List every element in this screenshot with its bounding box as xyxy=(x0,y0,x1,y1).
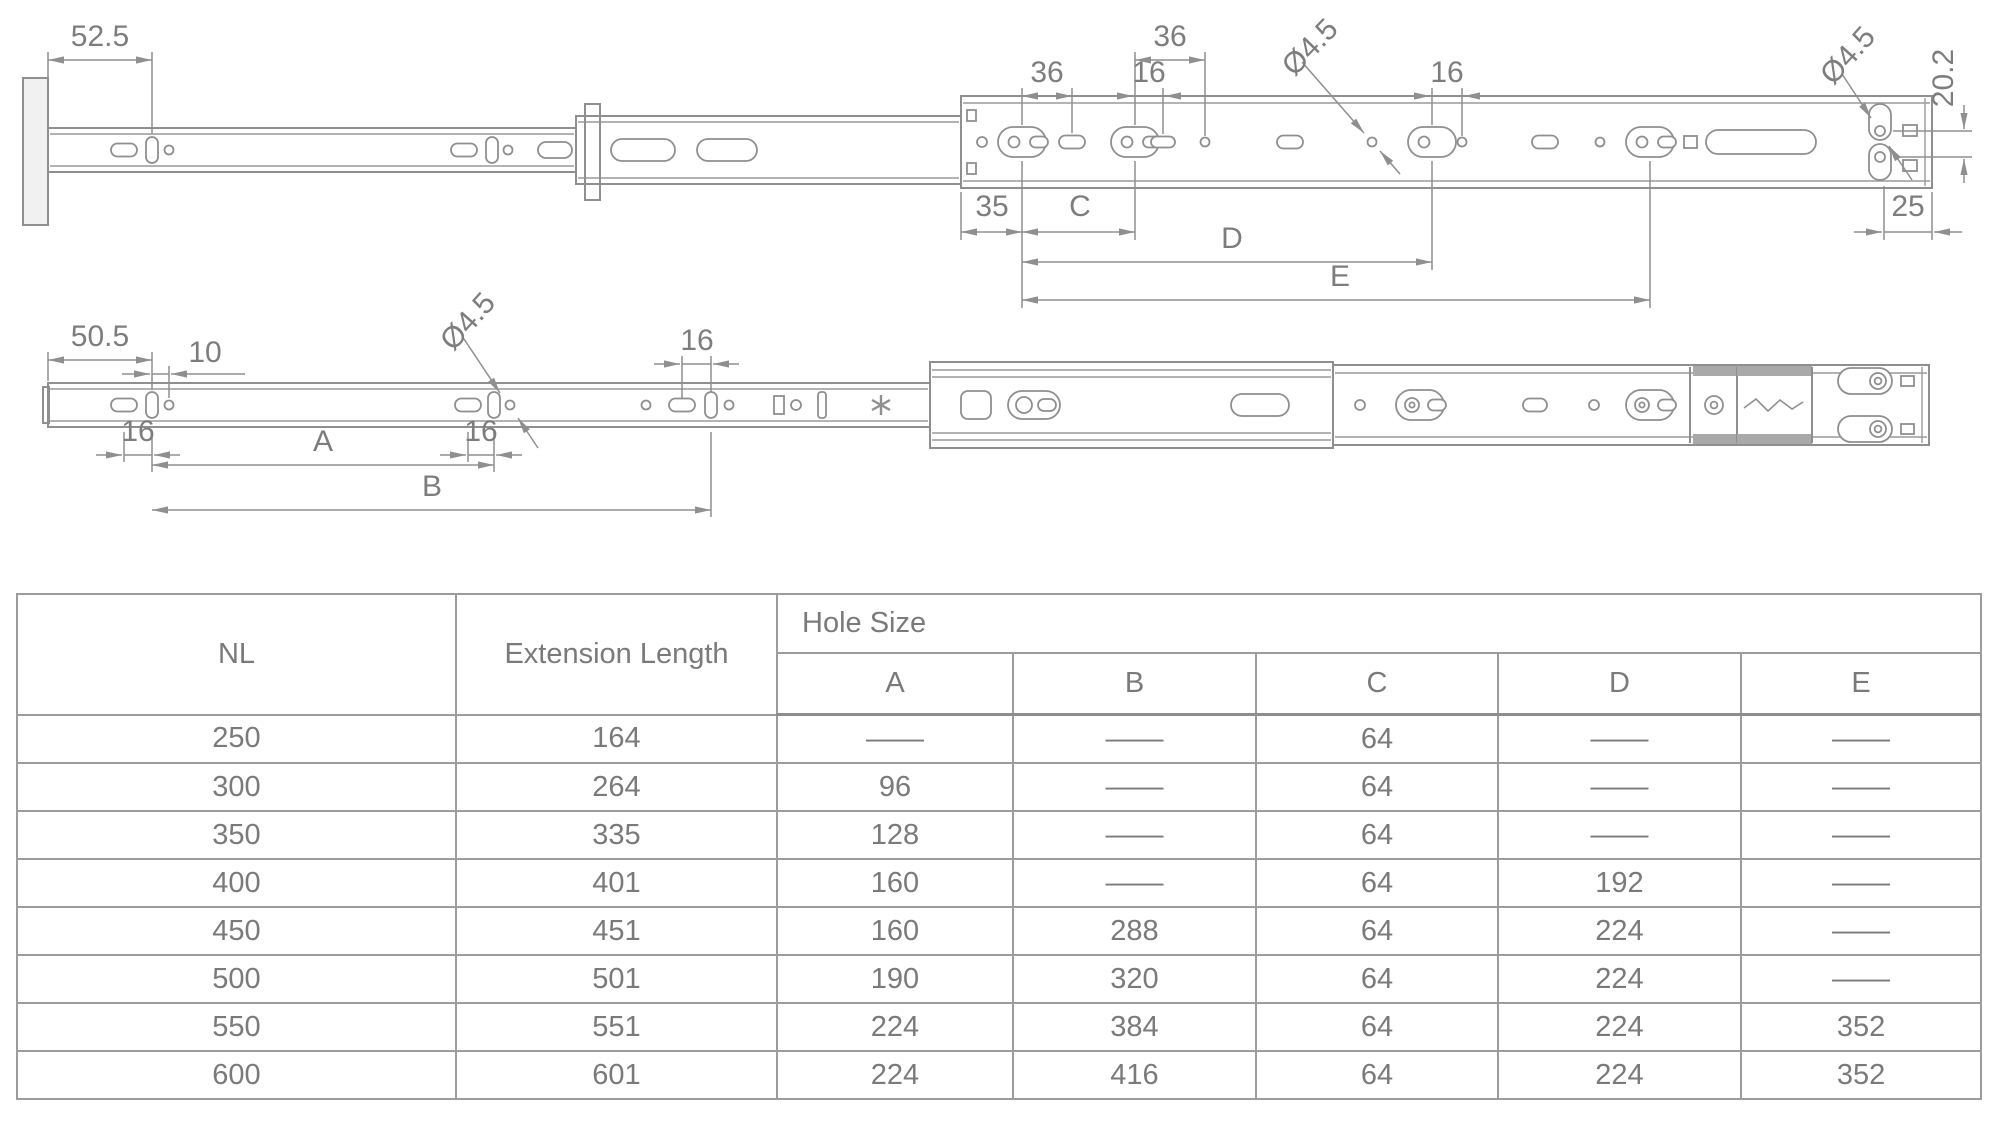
dim-20-2-label: 20.2 xyxy=(1927,48,1960,108)
dim-16-right-label: 16 xyxy=(464,415,498,448)
drawing-top-view xyxy=(23,13,1972,308)
cell-nl: 500 xyxy=(17,955,456,1003)
cell-b: 288 xyxy=(1013,907,1256,955)
cell-ext: 335 xyxy=(456,811,777,859)
cell-e: 352 xyxy=(1741,1051,1981,1099)
dim-16-right xyxy=(440,415,522,462)
cell-d: 224 xyxy=(1498,907,1741,955)
cell-b: 384 xyxy=(1013,1003,1256,1051)
cell-b: —— xyxy=(1013,763,1256,811)
hole-slot xyxy=(538,142,572,158)
hole-capsule xyxy=(1523,399,1547,412)
dim-16-mid xyxy=(654,324,739,398)
hole-circle xyxy=(165,146,174,155)
col-header-d: D xyxy=(1498,653,1741,715)
hole-vcapsule xyxy=(486,137,498,163)
u-slot xyxy=(1408,127,1467,157)
dim-d-label: D xyxy=(1221,222,1243,255)
dim-16-mid-label: 16 xyxy=(680,324,714,357)
dia-4-5-mid xyxy=(1276,13,1400,174)
hole-capsule xyxy=(451,144,477,157)
hole-square xyxy=(1684,136,1697,148)
hole-vcapsule xyxy=(146,137,158,163)
dim-50-5 xyxy=(48,320,152,390)
cell-ext: 164 xyxy=(456,715,777,764)
double-capsule-slot xyxy=(1008,391,1060,419)
hole-circle xyxy=(165,401,174,410)
col-header-b: B xyxy=(1013,653,1256,715)
cell-b: —— xyxy=(1013,715,1256,764)
hole-circle xyxy=(1589,400,1599,410)
cell-d: —— xyxy=(1498,811,1741,859)
cell-a: 224 xyxy=(777,1003,1013,1051)
intermediate-rail xyxy=(576,104,961,200)
hole-capsule xyxy=(1151,137,1175,148)
hole-circle xyxy=(791,400,801,410)
cell-a: 190 xyxy=(777,955,1013,1003)
cell-a: 160 xyxy=(777,859,1013,907)
dim-36-b-label: 36 xyxy=(1153,20,1187,53)
hole-capsule xyxy=(111,144,137,157)
col-header-a: A xyxy=(777,653,1013,715)
cell-d: 224 xyxy=(1498,955,1741,1003)
cell-a: 128 xyxy=(777,811,1013,859)
dim-52-5 xyxy=(48,20,152,134)
cell-e: —— xyxy=(1741,859,1981,907)
cell-e: —— xyxy=(1741,715,1981,764)
cell-d: 224 xyxy=(1498,1051,1741,1099)
hole-capsule xyxy=(455,399,481,412)
hole-circle-dia xyxy=(506,401,515,410)
dim-52-5-label: 52.5 xyxy=(70,20,130,53)
cell-d: 192 xyxy=(1498,859,1741,907)
dim-16-a-label: 16 xyxy=(1132,56,1166,89)
cell-nl: 400 xyxy=(17,859,456,907)
cell-ext: 551 xyxy=(456,1003,777,1051)
dim-16-left xyxy=(96,415,180,472)
hole-oval xyxy=(697,139,757,161)
dim-a-label: A xyxy=(312,425,334,458)
dia-4-5-mid-label: Ø4.5 xyxy=(1275,12,1345,83)
table-row xyxy=(17,1003,1981,1051)
u-slot xyxy=(1396,390,1446,420)
cell-ext: 264 xyxy=(456,763,777,811)
cabinet-rail xyxy=(48,128,576,172)
cell-nl: 300 xyxy=(17,763,456,811)
cell-d: —— xyxy=(1498,715,1741,764)
drawer-rail xyxy=(961,96,1932,188)
cell-ext: 501 xyxy=(456,955,777,1003)
outer-rail xyxy=(1333,365,1929,445)
header-row-1 xyxy=(17,594,1981,653)
dim-10-label: 10 xyxy=(188,336,222,369)
table-row xyxy=(17,715,1981,764)
cell-nl: 350 xyxy=(17,811,456,859)
dim-16-b-label: 16 xyxy=(1430,56,1464,89)
hole-circle xyxy=(1201,138,1210,147)
dim-36-a-label: 36 xyxy=(1030,56,1064,89)
cell-d: 224 xyxy=(1498,1003,1741,1051)
dim-36-a xyxy=(1022,56,1072,133)
dim-c xyxy=(1022,161,1135,240)
cell-e: —— xyxy=(1741,907,1981,955)
drawing-extended-view xyxy=(43,286,1929,517)
dim-35-label: 35 xyxy=(975,190,1009,223)
u-slot xyxy=(1626,390,1676,420)
cell-a: —— xyxy=(777,715,1013,764)
hole-capsule xyxy=(1277,136,1303,149)
hole-oval xyxy=(611,139,675,161)
hole-circle xyxy=(1355,400,1365,410)
cell-c: 64 xyxy=(1256,955,1498,1003)
hole-circle xyxy=(1596,138,1605,147)
cell-d: —— xyxy=(1498,763,1741,811)
dim-50-5-label: 50.5 xyxy=(70,320,130,353)
col-header-e: E xyxy=(1741,653,1981,715)
dim-a xyxy=(152,425,494,472)
hole-circle xyxy=(977,137,987,147)
dia-4-5-end xyxy=(1814,20,1912,180)
cell-nl: 550 xyxy=(17,1003,456,1051)
dim-e xyxy=(1022,161,1650,308)
spec-table-container xyxy=(16,593,1980,1100)
cell-c: 64 xyxy=(1256,1003,1498,1051)
col-header-extension-length: Extension Length xyxy=(456,594,777,715)
cell-c: 64 xyxy=(1256,763,1498,811)
hole-long-oval xyxy=(1706,130,1816,154)
col-header-c: C xyxy=(1256,653,1498,715)
cell-ext: 601 xyxy=(456,1051,777,1099)
hole-capsule xyxy=(1532,136,1558,149)
hole-circle xyxy=(725,401,734,410)
hole-vcapsule xyxy=(705,392,717,418)
cell-a: 224 xyxy=(777,1051,1013,1099)
hole-rect xyxy=(774,396,784,414)
dim-25-label: 25 xyxy=(1891,190,1925,223)
latch-assembly xyxy=(1690,366,1922,444)
cell-e: 352 xyxy=(1741,1003,1981,1051)
dim-16-b xyxy=(1404,56,1490,136)
cell-c: 64 xyxy=(1256,715,1498,764)
cell-c: 64 xyxy=(1256,907,1498,955)
col-header-hole-size: Hole Size xyxy=(777,594,1981,653)
cell-nl: 600 xyxy=(17,1051,456,1099)
end-cap-holes xyxy=(1869,98,1925,186)
cell-ext: 451 xyxy=(456,907,777,955)
cell-b: —— xyxy=(1013,859,1256,907)
table-row xyxy=(17,1051,1981,1099)
cell-c: 64 xyxy=(1256,1051,1498,1099)
middle-rail xyxy=(930,362,1333,448)
hole-rounded-square xyxy=(961,391,991,419)
hole-long-capsule xyxy=(1231,394,1289,416)
hole-square xyxy=(967,110,976,121)
hole-vslot xyxy=(818,392,826,418)
cell-a: 160 xyxy=(777,907,1013,955)
table-row xyxy=(17,763,1981,811)
cell-c: 64 xyxy=(1256,859,1498,907)
dim-b xyxy=(152,432,711,517)
hole-circle-dia xyxy=(1368,138,1377,147)
hole-square xyxy=(967,163,976,174)
dim-35 xyxy=(961,161,1022,308)
table-row xyxy=(17,859,1981,907)
cell-a: 96 xyxy=(777,763,1013,811)
cell-nl: 450 xyxy=(17,907,456,955)
dia-4-5-side-label: Ø4.5 xyxy=(433,286,502,357)
cell-b: 416 xyxy=(1013,1051,1256,1099)
cell-b: 320 xyxy=(1013,955,1256,1003)
table-row xyxy=(17,811,1981,859)
latch-bracket xyxy=(585,104,600,200)
cell-b: —— xyxy=(1013,811,1256,859)
hole-capsule xyxy=(669,399,695,412)
hole-capsule xyxy=(1059,136,1085,149)
dim-c-label: C xyxy=(1069,190,1091,223)
cell-e: —— xyxy=(1741,811,1981,859)
cell-nl: 250 xyxy=(17,715,456,764)
mounting-plate xyxy=(23,78,48,225)
spec-table xyxy=(16,593,1982,1100)
hole-capsule xyxy=(111,399,137,412)
cell-e: —— xyxy=(1741,763,1981,811)
cell-e: —— xyxy=(1741,955,1981,1003)
cell-ext: 401 xyxy=(456,859,777,907)
table-row xyxy=(17,955,1981,1003)
hole-circle xyxy=(642,401,651,410)
hole-circle xyxy=(504,146,513,155)
dia-4-5-end-label: Ø4.5 xyxy=(1813,20,1882,91)
snowflake-detail xyxy=(872,395,890,415)
table-row xyxy=(17,907,1981,955)
u-slot xyxy=(998,127,1048,157)
col-header-nl: NL xyxy=(17,594,456,715)
dim-b-label: B xyxy=(421,470,443,503)
dim-25 xyxy=(1854,186,1962,240)
u-slot xyxy=(1626,127,1676,157)
dim-16-left-label: 16 xyxy=(121,415,155,448)
dim-e-label: E xyxy=(1329,260,1351,293)
cell-c: 64 xyxy=(1256,811,1498,859)
